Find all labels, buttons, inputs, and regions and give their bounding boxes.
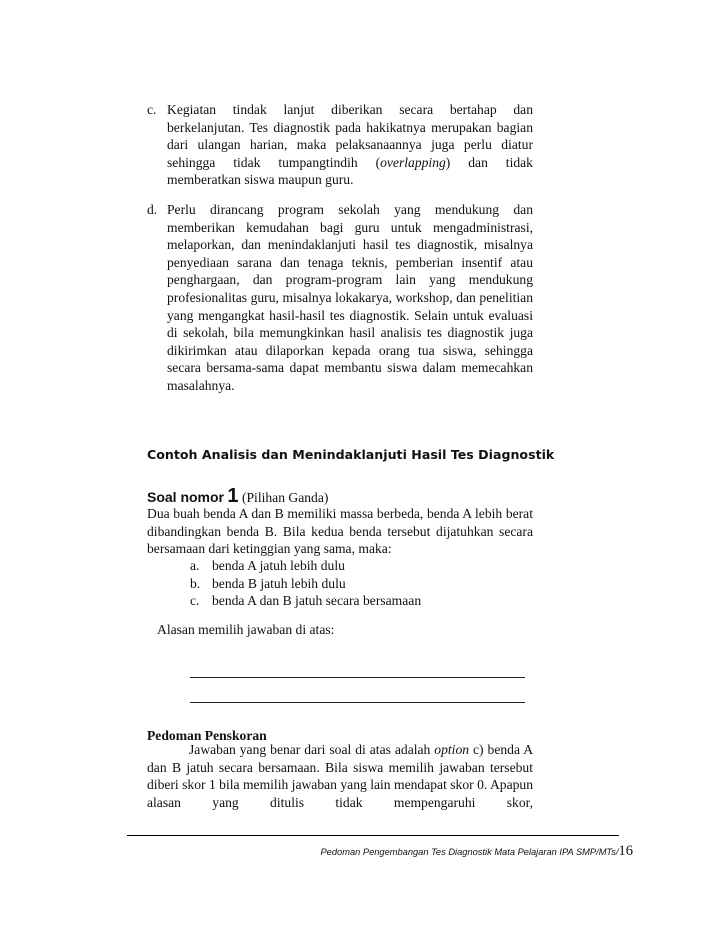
question-type: (Pilihan Ganda) [241,490,329,505]
footer-text: Pedoman Pengembangan Tes Diagnostik Mata Pelajaran IPA SMP/MTs/ [320,847,619,857]
question-text: Dua buah benda A dan B memiliki massa berbeda, benda A lebih berat dibandingkan benda B. Bila kedua benda tersebut dijatuhkan secara bersamaan dari ketinggian yang sama, maka: [147,506,533,557]
answer-line-1 [190,677,525,678]
answer-line-2 [190,702,525,703]
option-c: c. benda A dan B jatuh secara bersamaan [190,593,422,609]
footer-rule [127,835,619,836]
list-item-d [147,201,533,395]
page-number: 16 [618,843,633,859]
answer-options [190,557,421,610]
scoring-title: Pedoman Penskoran [147,728,267,743]
option-b: b. benda B jatuh lebih dulu [190,575,346,591]
page-footer [320,842,633,860]
list-marker: c. [147,102,157,117]
option-a: a. benda A jatuh lebih dulu [190,558,345,573]
question-number: 1 [227,485,239,507]
question-label: Soal nomor [147,489,225,505]
term-option: option [434,742,470,757]
list-item-text: Kegiatan tindak lanjut diberikan secara bertahap dan berkelanjutan. Tes diagnostik pada hakikatnya merupakan bagian dari ulangan harian, maka pelaksanaannya juga perlu diatur sehingga tidak tumpangtindih (overlapping) dan tidak memberatkan siswa maupun guru. [167,102,533,188]
list-marker: d. [147,202,158,217]
list-item-c [147,101,533,189]
term-overlapping: overlapping [380,154,446,170]
scoring-text: Jawaban yang benar dari soal di atas adalah option c) benda A dan B jatuh secara bersamaan. Bila siswa memilih jawaban tersebut diberi skor 1 bila memilih jawaban yang lain mendapat skor 0. Apapun alasan yang ditulis tidak mempengaruhi skor, [147,742,534,810]
reason-prompt: Alasan memilih jawaban di atas: [157,622,335,637]
section-heading: Contoh Analisis dan Menindaklanjuti Hasil Tes Diagnostik [147,447,555,462]
list-item-text: Perlu dirancang program sekolah yang mendukung dan memberikan kemudahan bagi guru untuk mengadministrasi, melaporkan, dan menindaklanjuti hasil tes diagnostik, misalnya penyediaan sarana dan tenaga teknis, pemberian insentif atau penghargaan, dan program-program lain yang mendukung profesionalitas guru, misalnya lokakarya, workshop, dan penelitian yang mengangkat hasil-hasil tes diagnostik. Selain untuk evaluasi di sekolah, bila memungkinkan hasil analisis tes diagnostik juga dikirimkan atau dilaporkan kepada orang tua siswa, sehingga secara bersama-sama dapat membantu siswa dalam memecahkan masalahnya. [167,202,533,393]
